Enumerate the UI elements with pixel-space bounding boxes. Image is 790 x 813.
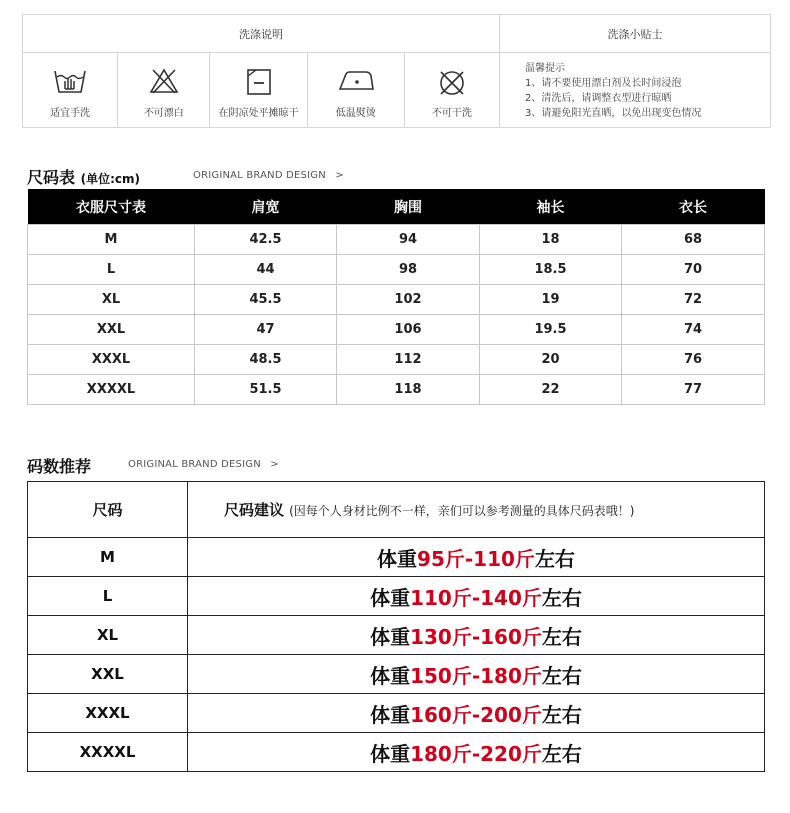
- hand-wash-icon: [53, 68, 87, 94]
- weight-range: 180斤-220斤: [410, 741, 542, 766]
- table-row: [28, 345, 765, 375]
- column-header: 衣长: [622, 189, 765, 225]
- size-chart-header-row: [28, 189, 765, 225]
- no-dry-clean-icon: [437, 68, 467, 98]
- recommend-title: 码数推荐: [27, 457, 92, 476]
- care-instructions-panel: [22, 14, 771, 128]
- column-header: 肩宽: [195, 189, 337, 225]
- column-header: 胸围: [337, 189, 480, 225]
- table-row: [28, 577, 765, 616]
- table-cell: 45.5: [195, 285, 337, 315]
- recommend-size: XXXXL: [28, 733, 188, 772]
- care-item-low-iron: [308, 52, 405, 127]
- recommend-weight: [188, 538, 765, 577]
- recommend-header-row: [28, 482, 765, 538]
- care-label: 适宜手洗: [50, 108, 91, 119]
- table-cell: 22: [480, 375, 622, 405]
- table-cell: 106: [337, 315, 480, 345]
- weight-range: 95斤-110斤: [417, 546, 535, 571]
- table-cell: 98: [337, 255, 480, 285]
- weight-prefix: 体重: [370, 663, 411, 688]
- table-cell: 19.5: [480, 315, 622, 345]
- weight-range: 130斤-160斤: [410, 624, 542, 649]
- weight-suffix: 左右: [541, 624, 582, 649]
- recommend-size: XL: [28, 616, 188, 655]
- table-cell: 112: [337, 345, 480, 375]
- table-row: [28, 538, 765, 577]
- table-cell: 18.5: [480, 255, 622, 285]
- care-label: 低温熨烫: [335, 108, 376, 119]
- size-chart-table: [27, 189, 765, 405]
- table-row: [28, 225, 765, 255]
- recommend-weight: [188, 655, 765, 694]
- table-cell: 19: [480, 285, 622, 315]
- table-cell: XXL: [28, 315, 195, 345]
- size-recommend-table: [27, 481, 765, 772]
- table-cell: 94: [337, 225, 480, 255]
- weight-prefix: 体重: [370, 741, 411, 766]
- table-cell: 44: [195, 255, 337, 285]
- table-cell: 118: [337, 375, 480, 405]
- table-cell: 51.5: [195, 375, 337, 405]
- table-cell: M: [28, 225, 195, 255]
- table-cell: 72: [622, 285, 765, 315]
- recommend-header-size: 尺码: [28, 482, 188, 538]
- care-tip-line: 1、请不要使用漂白剂及长时间浸泡: [525, 78, 682, 89]
- weight-prefix: 体重: [377, 546, 418, 571]
- weight-range: 110斤-140斤: [410, 585, 542, 610]
- weight-suffix: 左右: [541, 702, 582, 727]
- care-icons-row: [23, 52, 500, 127]
- table-cell: 68: [622, 225, 765, 255]
- suggest-label: 尺码建议: [224, 501, 285, 519]
- low-iron-icon: [336, 68, 376, 92]
- table-row: [28, 694, 765, 733]
- weight-suffix: 左右: [541, 741, 582, 766]
- care-item-no-dry-clean: [405, 52, 499, 127]
- weight-range: 160斤-200斤: [410, 702, 542, 727]
- chevron-right-icon: >: [335, 170, 344, 181]
- table-cell: 18: [480, 225, 622, 255]
- recommend-size: XXXL: [28, 694, 188, 733]
- weight-prefix: 体重: [370, 624, 411, 649]
- weight-prefix: 体重: [370, 702, 411, 727]
- table-row: [28, 655, 765, 694]
- care-label: 不可干洗: [431, 108, 472, 119]
- weight-suffix: 左右: [541, 585, 582, 610]
- chevron-right-icon: >: [270, 459, 279, 470]
- dry-flat-shade-icon: [245, 68, 273, 96]
- recommend-size: M: [28, 538, 188, 577]
- care-label: 不可漂白: [143, 108, 184, 119]
- recommend-weight: [188, 616, 765, 655]
- brand-design-text: ORIGINAL BRAND DESIGN: [193, 170, 326, 181]
- care-title: 洗涤说明: [23, 15, 500, 53]
- table-row: [28, 616, 765, 655]
- table-cell: XXXL: [28, 345, 195, 375]
- weight-range: 150斤-180斤: [410, 663, 542, 688]
- suggest-note: (因每个人身材比例不一样，亲们可以参考测量的具体尺码表哦！): [289, 504, 635, 518]
- care-tip-line: 3、请避免阳光直晒，以免出现变色情况: [525, 108, 702, 119]
- table-cell: 77: [622, 375, 765, 405]
- size-chart-unit: (单位:cm): [80, 172, 140, 186]
- recommend-size: L: [28, 577, 188, 616]
- table-cell: 74: [622, 315, 765, 345]
- weight-suffix: 左右: [534, 546, 575, 571]
- column-header: 衣服尺寸表: [28, 189, 195, 225]
- recommend-size: XXL: [28, 655, 188, 694]
- size-chart-title-text: 尺码表: [27, 168, 76, 187]
- table-cell: 70: [622, 255, 765, 285]
- weight-prefix: 体重: [370, 585, 411, 610]
- no-bleach-icon: [149, 68, 179, 94]
- care-tips-title: 洗涤小贴士: [500, 15, 770, 53]
- table-cell: XL: [28, 285, 195, 315]
- table-cell: 48.5: [195, 345, 337, 375]
- brand-design-text: ORIGINAL BRAND DESIGN: [128, 459, 261, 470]
- table-row: [28, 315, 765, 345]
- weight-suffix: 左右: [541, 663, 582, 688]
- care-item-dry-flat-shade: [210, 52, 307, 127]
- size-chart-subtitle: [193, 170, 344, 181]
- table-cell: L: [28, 255, 195, 285]
- table-cell: XXXXL: [28, 375, 195, 405]
- column-header: 袖长: [480, 189, 622, 225]
- care-label: 在阴凉处平摊晾干: [218, 108, 299, 119]
- care-item-hand-wash: [23, 52, 118, 127]
- care-tip-line: 2、清洗后，请调整衣型进行晾晒: [525, 93, 672, 104]
- table-row: [28, 733, 765, 772]
- table-row: [28, 255, 765, 285]
- table-cell: 20: [480, 345, 622, 375]
- table-cell: 76: [622, 345, 765, 375]
- care-tips: [525, 61, 701, 121]
- recommend-weight: [188, 733, 765, 772]
- recommend-weight: [188, 577, 765, 616]
- care-tip-line: 温馨提示: [525, 63, 565, 74]
- table-cell: 47: [195, 315, 337, 345]
- recommend-subtitle: [128, 459, 279, 470]
- size-chart-title: [27, 165, 140, 188]
- recommend-header-suggest: [188, 482, 765, 538]
- table-row: [28, 375, 765, 405]
- table-cell: 102: [337, 285, 480, 315]
- recommend-weight: [188, 694, 765, 733]
- table-cell: 42.5: [195, 225, 337, 255]
- care-item-no-bleach: [118, 52, 210, 127]
- table-row: [28, 285, 765, 315]
